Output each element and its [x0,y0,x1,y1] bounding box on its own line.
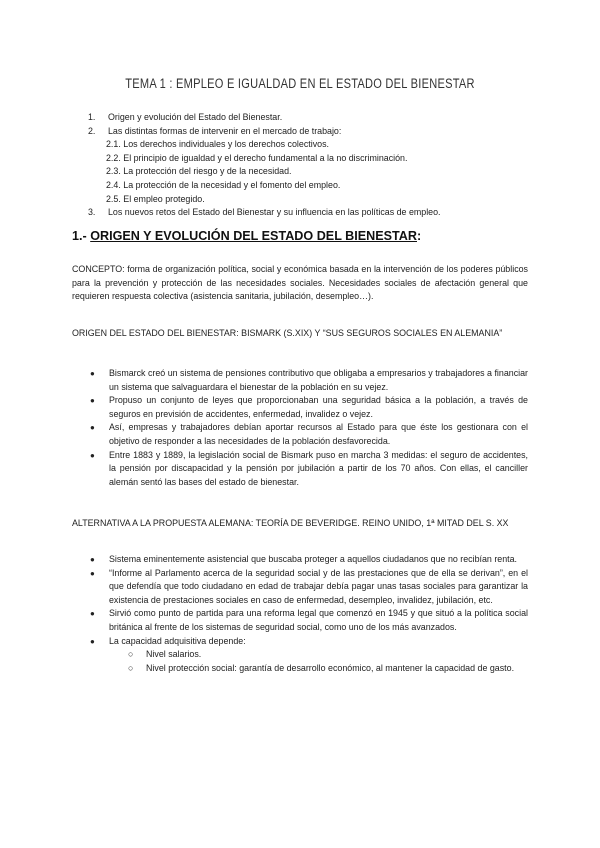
list-item: ● “Informe al Parlamento acerca de la seguridad social y de las prestaciones que de ella se derivan”, en el que defendía que todo ciudadano en edad de trabajar debía pagar unas tasas sociales para garantizar la existencia de prestaciones sociales en caso de enfermedad, desempleo, invalidez, jubilación, etc. [90,567,528,605]
toc-text: Las distintas formas de intervenir en el mercado de trabajo: [108,125,342,136]
sub-list-item: ○ Nivel salarios. [90,648,528,662]
toc-text: Los nuevos retos del Estado del Bienestar y su influencia en las políticas de empleo. [108,207,441,218]
hollow-bullet-icon: ○ [128,649,134,660]
toc-number: 2. [88,125,96,136]
list-item: ● Entre 1883 y 1889, la legislación social de Bismark puso en marcha 3 medidas: el seguro de accidentes, la pensión por discapacidad y la pensión por jubilación a partir de los 70 años. Con ellas, el canciller alemán sentó las bases del estado de bienestar. [90,449,528,487]
toc-item [88,206,558,220]
bullet-icon: ● [90,636,95,646]
toc-text: 2.2. El principio de igualdad y el derecho fundamental a la no discriminación. [106,152,408,163]
toc-subitem [88,193,558,207]
section-heading-colon: : [417,229,422,243]
toc-item [88,111,558,125]
origen-bullet-list [90,367,528,489]
list-item: ● Sistema eminentemente asistencial que buscaba proteger a aquellos ciudadanos que no recibían renta. [90,553,528,567]
alternativa-bullet-list [90,553,528,675]
concepto-paragraph: CONCEPTO: forma de organización política, social y económica basada en la intervención de los poderes públicos para la prevención y protección de las necesidades sociales. Necesidades sociales de afectación general que requieren respuesta colectiva (asistencia sanitaria, jubilación, desempleo…). [72,264,528,302]
origen-heading: ORIGEN DEL ESTADO DEL BIENESTAR: BISMARK (S.XIX) Y “SUS SEGUROS SOCIALES EN ALEMANIA” [72,328,503,338]
bullet-icon: ● [90,609,95,619]
bullet-icon: ● [90,396,95,406]
sub-list-item: ○ Nivel protección social: garantía de desarrollo económico, al mantener la capacidad de gasto. [90,662,528,676]
toc-item [88,125,558,139]
list-item: ● Así, empresas y trabajadores debían aportar recursos al Estado para que éste los gestionara con el objetivo de responder a las necesidades de la población desfavorecida. [90,422,528,446]
toc-subitem [88,152,558,166]
bullet-icon: ● [90,555,95,564]
list-item: ● Sirvió como punto de partida para una reforma legal que comenzó en 1945 y que situó a la política social británica al frente de los sistemas de seguridad social, como uno de los más avanzados. [90,608,528,632]
toc-text: 2.1. Los derechos individuales y los derechos colectivos. [106,139,329,150]
toc-text: 2.3. La protección del riesgo y de la necesidad. [106,166,292,177]
list-item: ● Bismarck creó un sistema de pensiones contributivo que obligaba a empresarios y trabajadores a financiar un sistema que salvaguardara el bienestar de la población en su vejez. [90,368,528,392]
toc-number: 3. [88,207,96,218]
list-item: ● La capacidad adquisitiva depende: [90,635,528,649]
toc-subitem [88,179,558,193]
bullet-icon: ● [90,450,95,460]
table-of-contents [88,111,558,220]
toc-text: 2.4. La protección de la necesidad y el fomento del empleo. [106,179,341,190]
section-number: 1.- [72,229,91,243]
toc-subitem [88,165,558,179]
toc-subitem [88,138,558,152]
section-heading [72,229,421,243]
bullet-icon: ● [90,423,95,433]
bullet-icon: ● [90,369,95,378]
hollow-bullet-icon: ○ [128,662,134,673]
document-title: TEMA 1 : EMPLEO E IGUALDAD EN EL ESTADO DEL BIENESTAR [125,76,475,91]
section-heading-text: ORIGEN Y EVOLUCIÓN DEL ESTADO DEL BIENESTAR [90,229,417,243]
toc-number: 1. [88,112,96,122]
alternativa-heading: ALTERNATIVA A LA PROPUESTA ALEMANA: TEORÍA DE BEVERIDGE. REINO UNIDO, 1ª MITAD DEL S. XX [72,518,509,528]
toc-text: 2.5. El empleo protegido. [106,193,205,204]
bullet-icon: ● [90,568,95,578]
toc-text: Origen y evolución del Estado del Bienestar. [108,112,283,122]
list-item: ● Propuso un conjunto de leyes que proporcionaban una seguridad básica a la población, a través de seguros en previsión de accidentes, enfermedad, invalidez o vejez. [90,395,528,419]
